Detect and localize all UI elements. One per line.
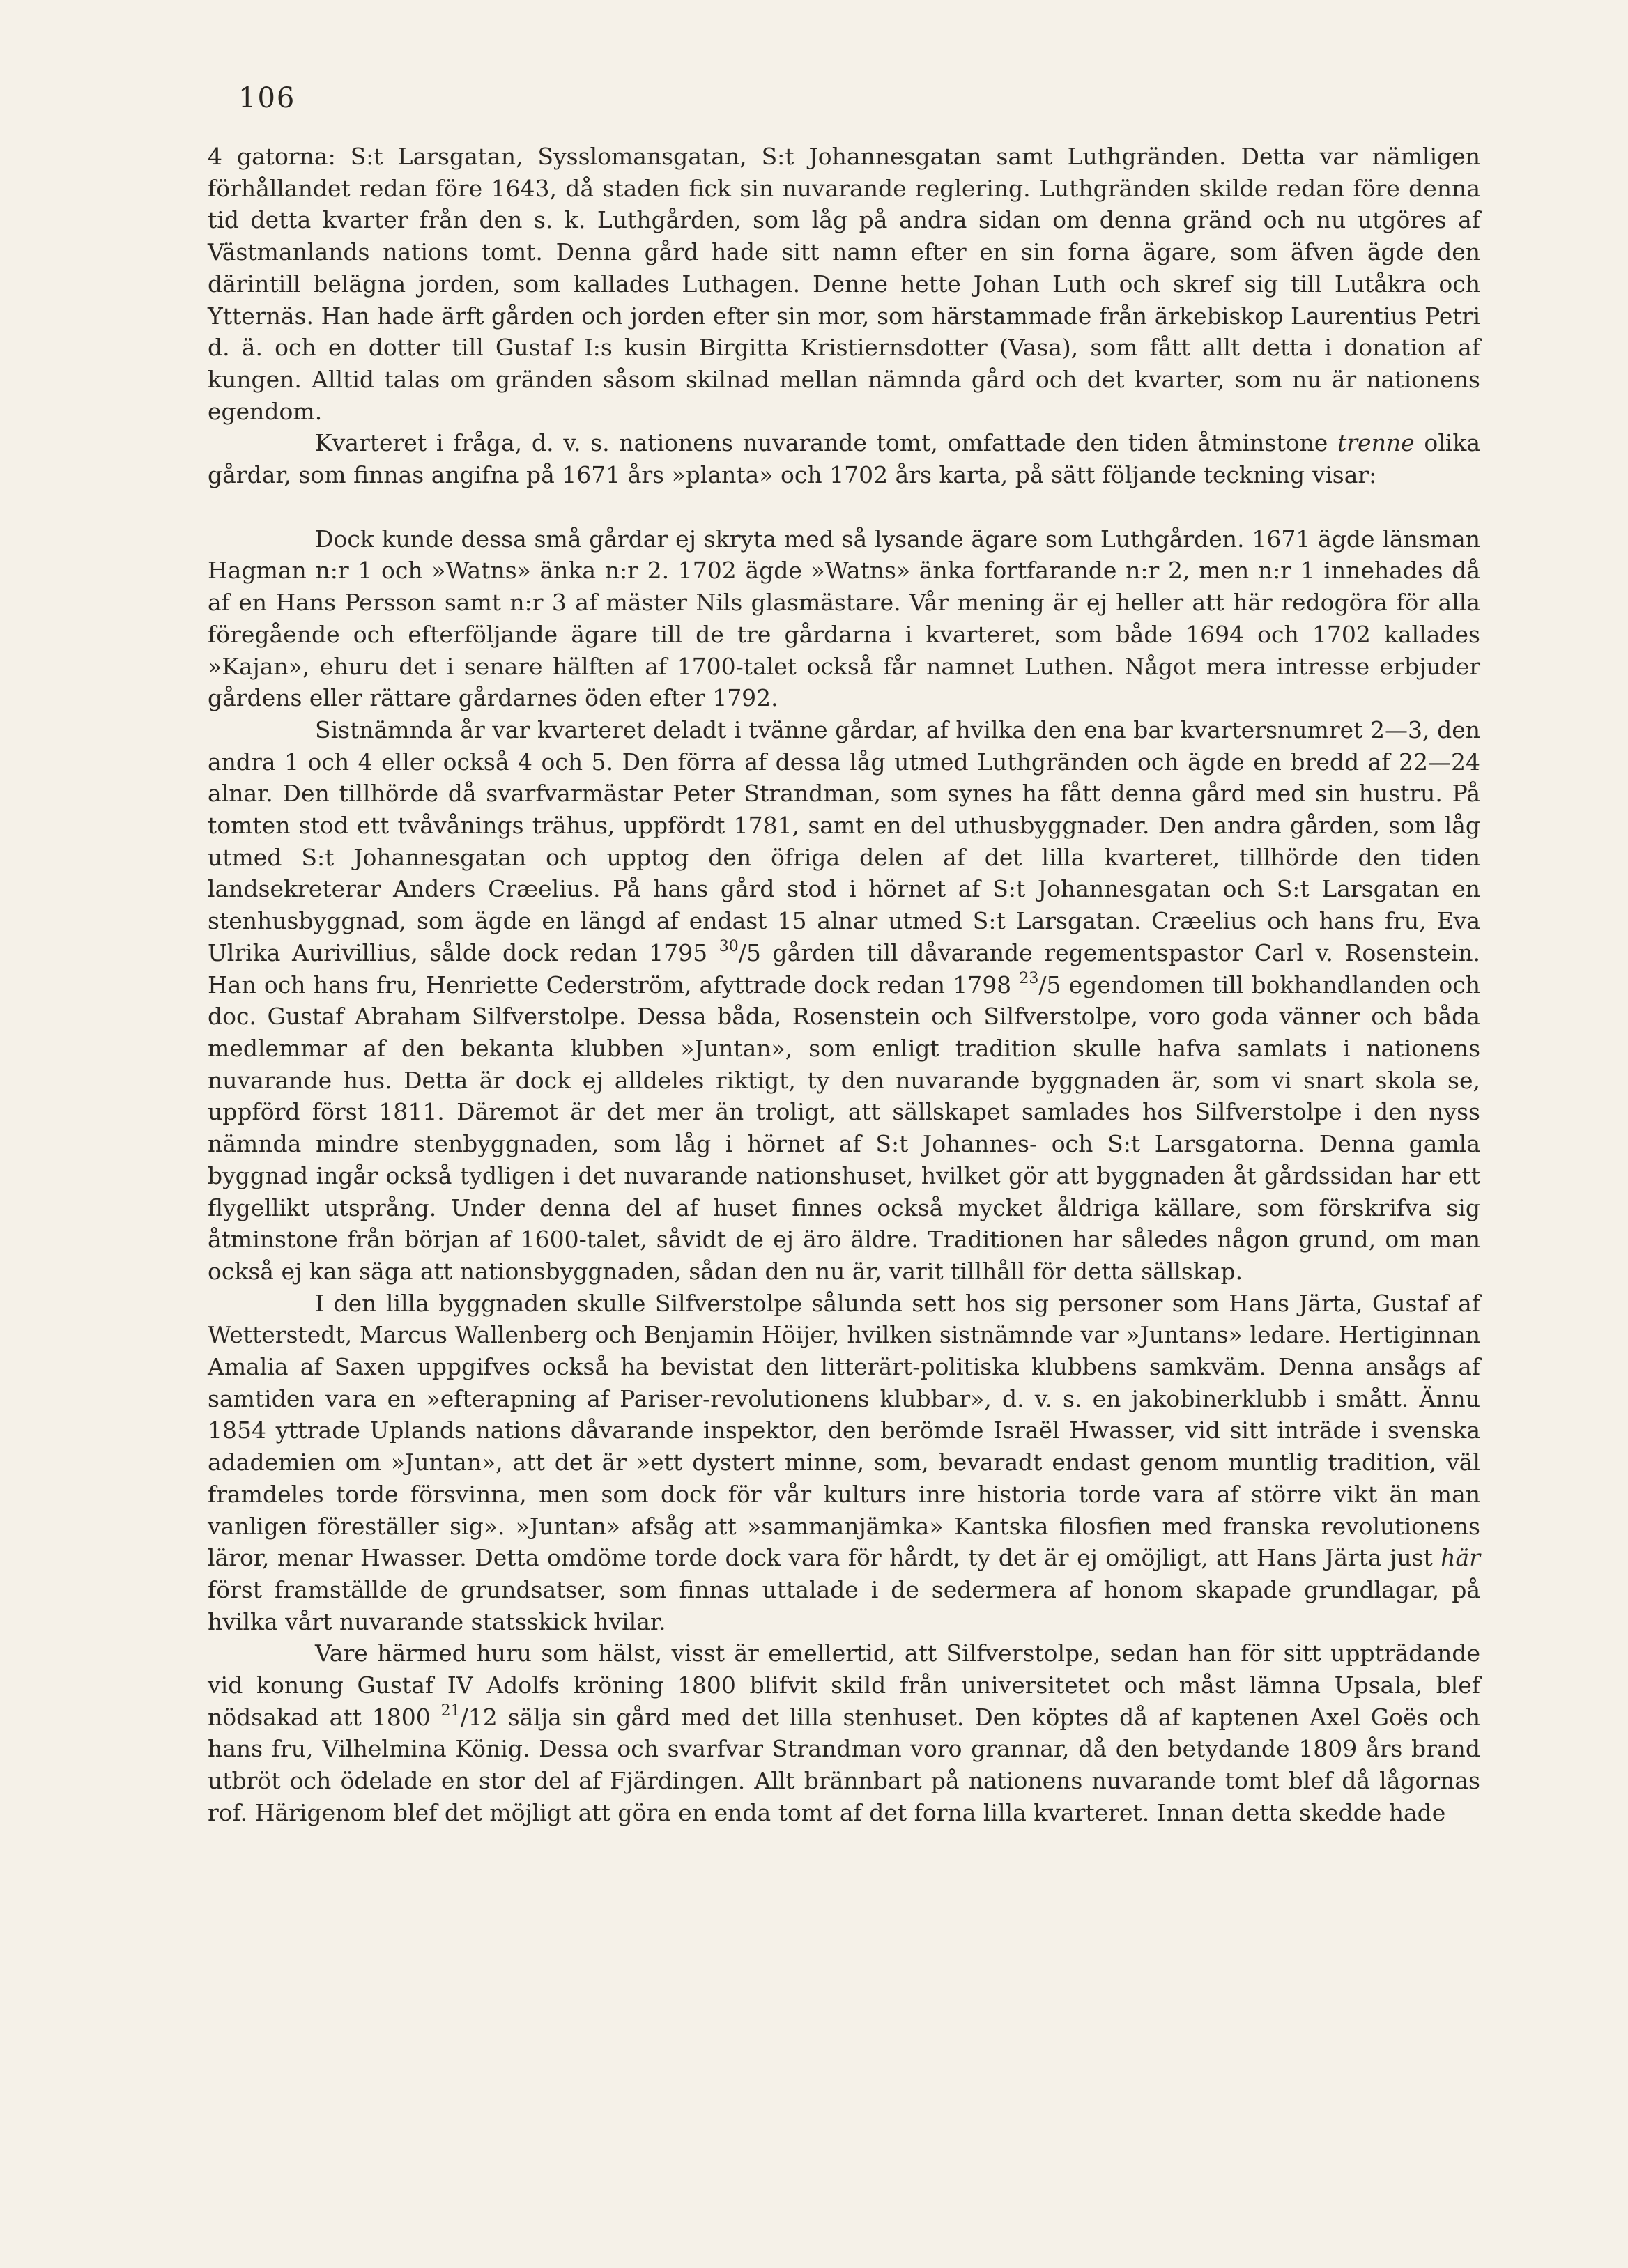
paragraph-5-text: I den lilla byggnaden skulle Silfverstolpe sålunda sett hos sig personer som Hans Järta, Gustaf af Wetterstedt, Marcus Wallenberg och Benjamin Höijer, hvilken sistnämnde var »Juntans» ledare. Hertiginnan Amalia af Saxen uppgifves också ha bevistat den litterärt-politiska klubbens samkväm. Denna ansågs af samtiden vara en »efterapning af Pariser-revolutionens klubbar», d. v. s. en jakobinerklubb i smått. Ännu 1854 yttrade Uplands nations dåvarande inspektor, den berömde Israël Hwasser, vid sitt inträde i svenska adademien om »Juntan», att det är »ett dystert minne, som, bevaradt endast genom muntlig tradition, väl framdeles torde försvinna, men som dock för vår kulturs inre historia torde vara af större vikt än man vanligen föreställer sig». »Juntan» afsåg att »sammanjämka» Kantska filosfien med franska revolutionens läror, menar Hwasser. Detta omdöme torde dock vara för hårdt, ty det är ej omöjligt, att Hans Järta just: [208, 1289, 1480, 1572]
date-superscript: 30: [719, 937, 739, 955]
paragraph-6-text: Vare härmed huru som hälst, visst är emellertid, att Silfverstolpe, sedan han för sitt uppträdande vid konung Gustaf IV Adolfs kröning 1800 blifvit skild från universitetet och måst lämna Upsala, blef nödsakad att 1800: [208, 1640, 1480, 1731]
paragraph-4-text-mid: /5 gården till dåvarande regementspastor Carl v. Rosenstein. Han och hans fru, Henriette Cederström, afyttrade dock redan 1798: [208, 939, 1480, 998]
paragraph-2-emphasis: trenne: [1337, 429, 1415, 457]
paragraph-4-text: Sistnämnda år var kvarteret deladt i tvänne gårdar, af hvilka den ena bar kvartersnumret 2—3, den andra 1 och 4 eller också 4 och 5. Den förra af dessa låg utmed Luthgränden och ägde en bredd af 22—24 alnar. Den tillhörde då svarfvarmästar Peter Strandman, som synes ha fått denna gård med sin hustru. På tomten stod ett tvåvånings trähus, uppfördt 1781, samt en del uthusbyggnader. Den andra gården, som låg utmed S:t Johannesgatan och upptog den öfriga delen af det lilla kvarteret, tillhörde den tiden landsekreterar Anders Cræelius. På hans gård stod i hörnet af S:t Johannesgatan och S:t Larsgatan en stenhusbyggnad, som ägde en längd af endast 15 alnar utmed S:t Larsgatan. Cræelius och hans fru, Eva Ulrika Aurivillius, sålde dock redan 1795: [208, 716, 1480, 966]
page-number: 106: [238, 82, 296, 114]
paragraph-6-text-end: /12 sälja sin gård med det lilla stenhuset. Den köptes då af kaptenen Axel Goës och hans fru, Vilhelmina König. Dessa och svarfvar Strandman voro grannar, då den betydande 1809 års brand utbröt och ödelade en stor del af Fjärdingen. Allt brännbart på nationens nuvarande tomt blef då lågornas rof. Härigenom blef det möjligt att göra en enda tomt af det forna lilla kvarteret. Innan detta skedde hade: [208, 1703, 1480, 1826]
date-superscript: 23: [1019, 969, 1039, 987]
paragraph-4-text-end: /5 egendomen till bokhandlanden och doc. Gustaf Abraham Silfverstolpe. Dessa båda, Rosenstein och Silfverstolpe, voro goda vänner och båda medlemmar af den bekanta klubben »Juntan», som enligt tradition skulle hafva samlats i nationens nuvarande hus. Detta är dock ej alldeles riktigt, ty den nuvarande byggnaden är, som vi snart skola se, uppförd först 1811. Däremot är det mer än troligt, att sällskapet samlades hos Silfverstolpe i den nyss nämnda mindre stenbyggnaden, som låg i hörnet af S:t Johannes- och S:t Larsgatorna. Denna gamla byggnad ingår också tydligen i det nuvarande nationshuset, hvilket gör att byggnaden åt gårdssidan har ett flygellikt utsprång. Under denna del af huset finnes också mycket åldriga källare, som förskrifva sig åtminstone från början af 1600-talet, såvidt de ej äro äldre. Traditionen har således någon grund, om man också ej kan säga att nationsbyggnaden, sådan den nu är, varit tillhåll för detta sällskap.: [208, 971, 1480, 1285]
paragraph-2: [208, 427, 1480, 491]
body-text: [208, 141, 1480, 1829]
paragraph-3: Dock kunde dessa små gårdar ej skryta med så lysande ägare som Luthgården. 1671 ägde länsman Hagman n:r 1 och »Watns» änka n:r 2. 1702 ägde »Watns» änka fortfarande n:r 2, men n:r 1 innehades då af en Hans Persson samt n:r 3 af mäster Nils glasmästare. Vår mening är ej heller att här redogöra för alla föregående och efterföljande ägare till de tre gårdarna i kvarteret, som både 1694 och 1702 kallades »Kajan», ehuru det i senare hälften af 1700-talet också får namnet Luthen. Något mera intresse erbjuder gårdens eller rättare gårdarnes öden efter 1792.: [208, 525, 1480, 712]
paragraph-6: [208, 1637, 1480, 1828]
paragraph-5: [208, 1288, 1480, 1638]
paragraph-1: 4 gatorna: S:t Larsgatan, Sysslomansgatan, S:t Johannesgatan samt Luthgränden. Detta var nämligen förhållandet redan före 1643, då staden fick sin nuvarande reglering. Luthgränden skilde redan före denna tid detta kvarter från den s. k. Luthgården, som låg på andra sidan om denna gränd och nu utgöres af Västmanlands nations tomt. Denna gård hade sitt namn efter en sin forna ägare, som äfven ägde den därintill belägna jorden, som kallades Luthagen. Denne hette Johan Luth och skref sig till Lutåkra och Ytternäs. Han hade ärft gården och jorden efter sin mor, som härstammade från ärkebiskop Laurentius Petri d. ä. och en dotter till Gustaf I:s kusin Birgitta Kristiernsdotter (Vasa), som fått allt detta i donation af kungen. Alltid talas om gränden såsom skilnad mellan nämnda gård och det kvarter, som nu är nationens egendom.: [208, 143, 1480, 425]
paragraph-5-emphasis: här: [1441, 1544, 1480, 1572]
date-superscript: 21: [440, 1702, 461, 1720]
paragraph-2-text: Kvarteret i fråga, d. v. s. nationens nuvarande tomt, omfattade den tiden åtminstone: [315, 429, 1337, 457]
paragraph-4: [208, 714, 1480, 1288]
paragraph-2-text-end: olika gårdar, som finnas angifna på 1671 års »planta» och 1702 års karta, på sätt följande teckning visar:: [208, 429, 1481, 489]
paragraph-5-text-end: först framställde de grundsatser, som finnas uttalade i de sedermera af honom skapade grundlagar, på hvilka vårt nuvarande statsskick hvilar.: [208, 1575, 1480, 1635]
